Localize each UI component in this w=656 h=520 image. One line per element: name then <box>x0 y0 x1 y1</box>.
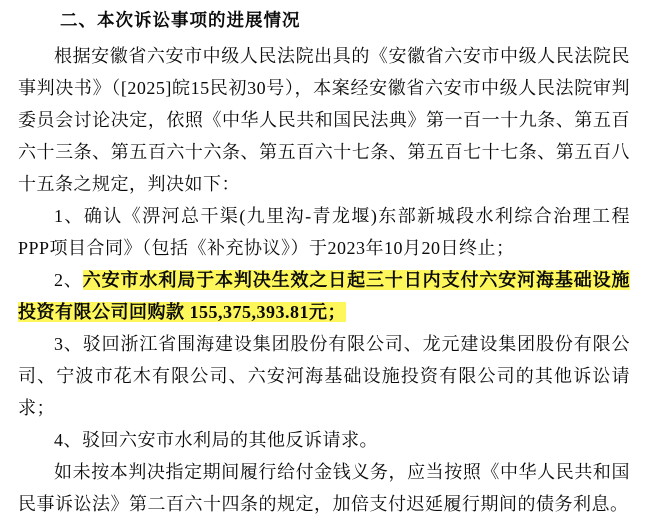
paragraph-intro: 根据安徽省六安市中级人民法院出具的《安徽省六安市中级人民法院民事判决书》（[2025]皖15民初30号），本案经安徽省六安市中级人民法院审判委员会讨论决定，依照《中华人民共和国民法典》第一百一十九条、第五百六十三条、第五百六十六条、第五百六十七条、第五百七十七条、第五百八十五条之规定，判决如下： <box>18 46 630 194</box>
judgment-item-2 <box>18 264 630 328</box>
judgment-item-2-number: 2、 <box>54 270 83 290</box>
judgment-item-1: 1、确认《淠河总干渠(九里沟-青龙堰)东部新城段水利综合治理工程PPP项目合同》（包括《补充协议》）于2023年10月20日终止； <box>18 206 630 258</box>
section-heading: 二、本次诉讼事项的进展情况 <box>60 10 301 30</box>
judgment-item-3: 3、驳回浙江省围海建设集团股份有限公司、龙元建设集团股份有限公司、宁波市花木有限公司、六安河海基础设施投资有限公司的其他诉讼请求； <box>18 334 630 418</box>
judgment-item-4: 4、驳回六安市水利局的其他反诉请求。 <box>54 430 378 450</box>
judgment-item-2-highlighted-text: 六安市水利局于本判决生效之日起三十日内支付六安河海基础设施投资有限公司回购款 155,375,393.81元； <box>18 270 631 322</box>
paragraph-closing: 如未按本判决指定期间履行给付金钱义务，应当按照《中华人民共和国民事诉讼法》第二百六十四条的规定，加倍支付迟延履行期间的债务利息。 <box>18 462 630 514</box>
